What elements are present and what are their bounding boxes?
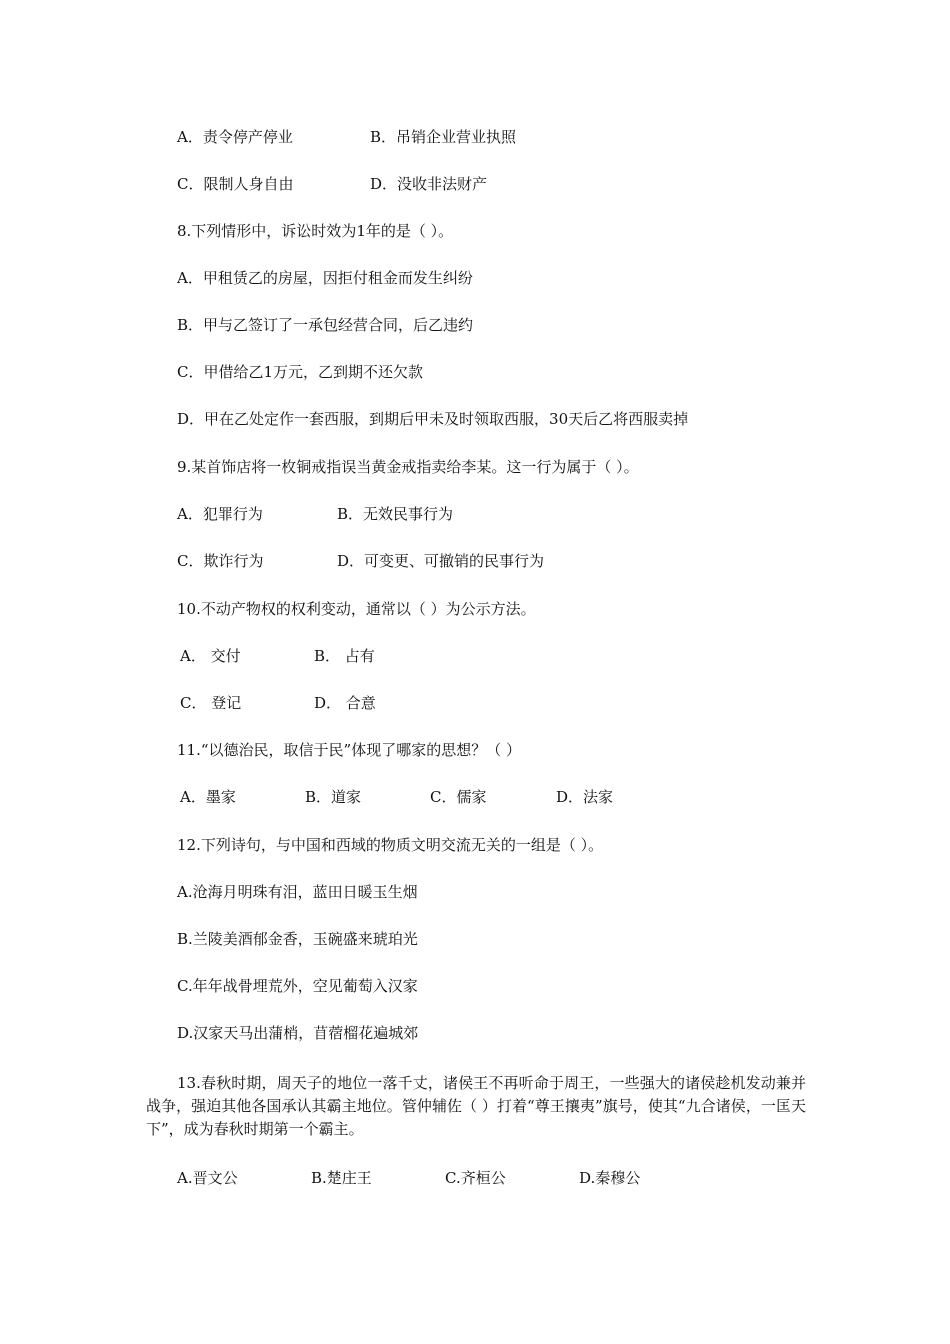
q8-stem: 8.下列情形中，诉讼时效为1年的是（ ）。 — [177, 222, 454, 240]
q7-option-a: A．责令停产停业 — [177, 128, 293, 146]
q13-option-b: B.楚庄王 — [311, 1169, 372, 1187]
q8-option-d: D．甲在乙处定作一套西服，到期后甲未及时领取西服，30天后乙将西服卖掉 — [177, 410, 689, 428]
q10-option-d: D． 合意 — [314, 694, 376, 712]
q10-option-c: C． 登记 — [180, 694, 242, 712]
q9-option-b: B．无效民事行为 — [337, 505, 454, 523]
q9-option-c: C．欺诈行为 — [177, 552, 264, 570]
q13-option-c: C.齐桓公 — [445, 1169, 506, 1187]
q12-option-d: D.汉家天马出蒲梢，苜蓿榴花遍城郊 — [177, 1024, 419, 1042]
q13-option-d: D.秦穆公 — [579, 1169, 641, 1187]
q11-option-d: D．法家 — [556, 788, 614, 806]
q13-option-a: A.晋文公 — [177, 1169, 238, 1187]
q11-option-b: B．道家 — [305, 788, 362, 806]
q8-option-c: C．甲借给乙1万元，乙到期不还欠款 — [177, 363, 424, 381]
q7-option-c: C．限制人身自由 — [177, 175, 294, 193]
q7-option-d: D．没收非法财产 — [370, 175, 488, 193]
q11-stem: 11.“以德治民，取信于民”体现了哪家的思想？（ ） — [177, 741, 521, 759]
q12-option-b: B.兰陵美酒郁金香，玉碗盛来琥珀光 — [177, 930, 418, 948]
q11-option-a: A．墨家 — [180, 788, 236, 806]
q7-option-b: B．吊销企业营业执照 — [370, 128, 517, 146]
q12-stem: 12.下列诗句，与中国和西域的物质文明交流无关的一组是（ ）。 — [177, 836, 604, 854]
q10-stem: 10.不动产物权的权利变动，通常以（ ）为公示方法。 — [177, 600, 536, 618]
q10-option-b: B． 占有 — [314, 647, 375, 665]
q9-option-a: A．犯罪行为 — [177, 505, 263, 523]
q9-stem: 9.某首饰店将一枚铜戒指误当黄金戒指卖给李某。这一行为属于（ ）。 — [177, 458, 639, 476]
q11-option-c: C．儒家 — [430, 788, 487, 806]
q10-option-a: A． 交付 — [180, 647, 241, 665]
q8-option-b: B．甲与乙签订了一承包经营合同，后乙违约 — [177, 316, 474, 334]
q13-stem: 13.春秋时期，周天子的地位一落千丈，诸侯王不再听命于周王，一些强大的诸侯趁机发动兼并战争，强迫其他各国承认其霸主地位。管仲辅佐（ ）打着“尊王攘夷”旗号，使其“九合诸侯，一匡天下”，成为春秋时期第一个霸主。 — [146, 1074, 806, 1138]
q8-option-a: A．甲租赁乙的房屋，因拒付租金而发生纠纷 — [177, 269, 473, 287]
q12-option-c: C.年年战骨埋荒外，空见葡萄入汉家 — [177, 977, 418, 995]
q12-option-a: A.沧海月明珠有泪，蓝田日暖玉生烟 — [177, 883, 418, 901]
q9-option-d: D．可变更、可撤销的民事行为 — [337, 552, 545, 570]
